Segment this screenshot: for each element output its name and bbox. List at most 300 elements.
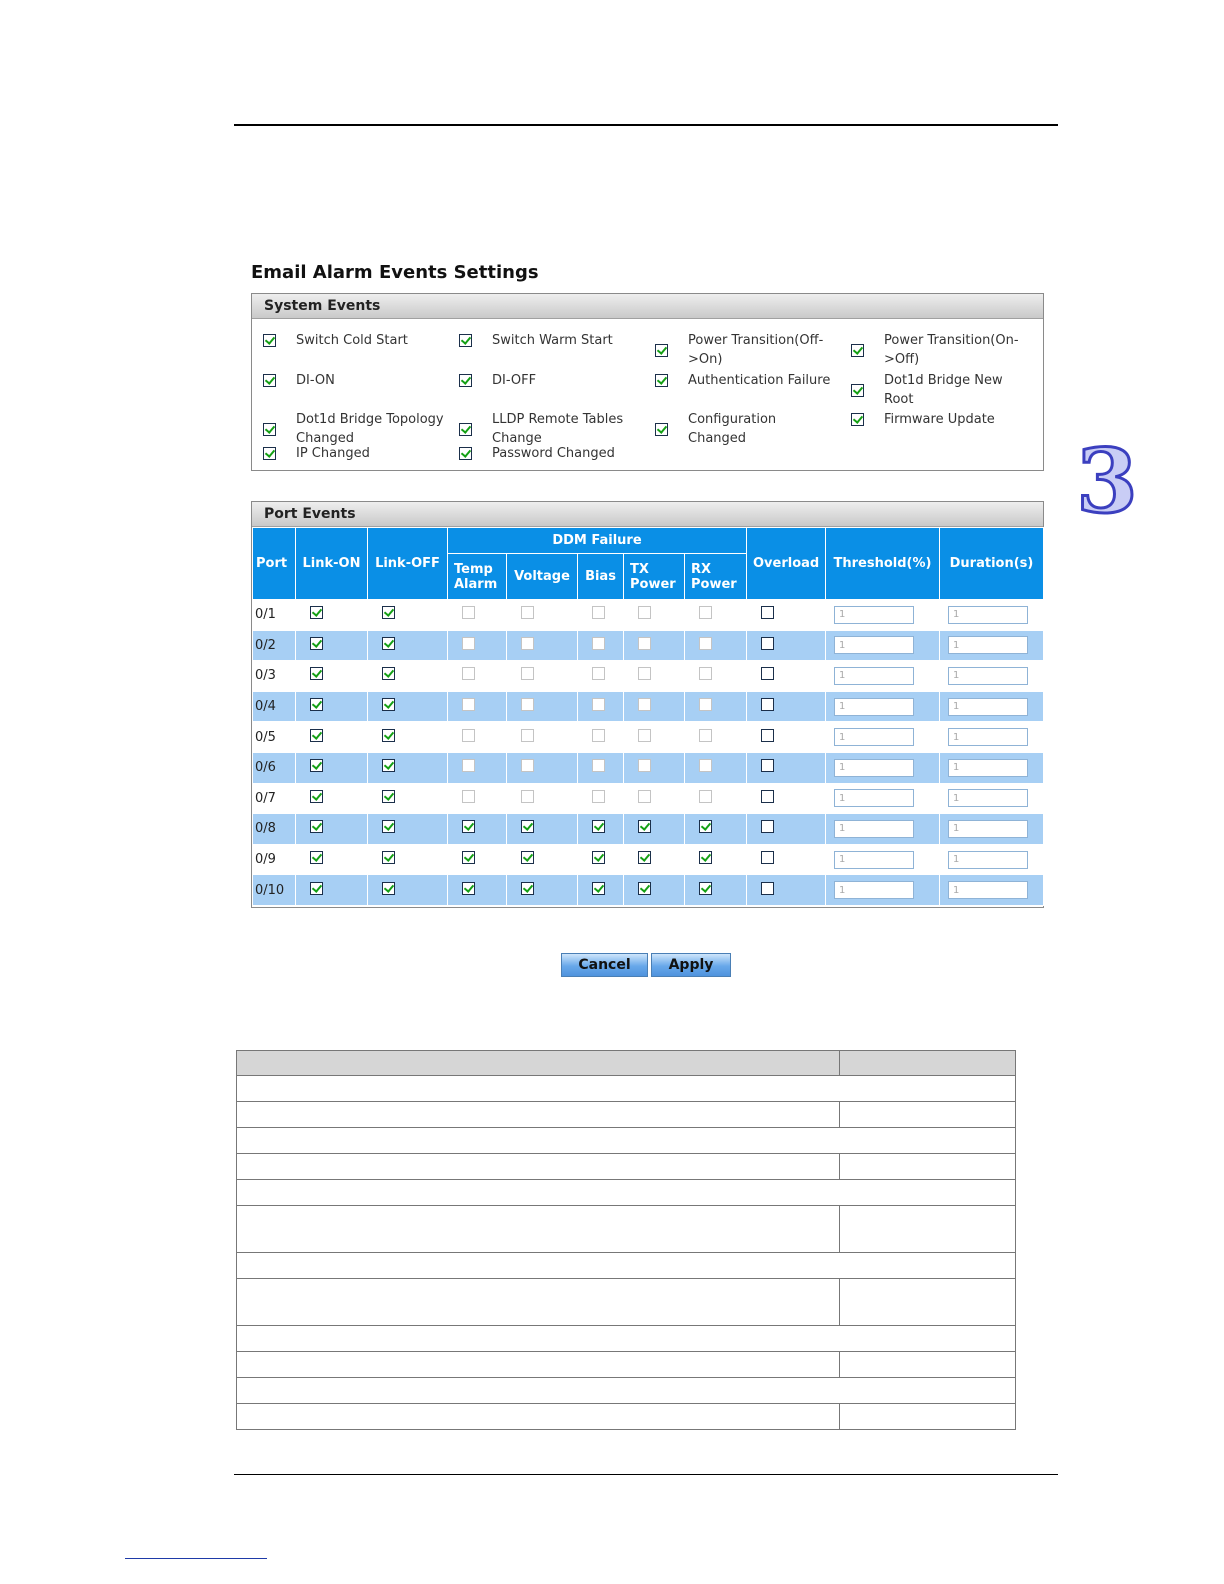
rx-power-checkbox [699,698,712,711]
system-event-item [459,444,642,463]
system-event-label: Configuration Changed [688,412,777,446]
link-on-cell [296,752,368,783]
temp-alarm-cell [448,875,507,906]
overload-cell [747,814,826,845]
link-on-checkbox[interactable] [310,882,323,895]
link-on-cell [296,783,368,814]
cancel-button[interactable]: Cancel [561,953,648,977]
duration-input[interactable] [948,606,1028,624]
system-event-checkbox[interactable] [459,423,472,436]
duration-input[interactable] [948,759,1028,777]
chapter-number-badge [1076,429,1138,533]
overload-cell [747,630,826,661]
voltage-cell [507,844,578,875]
voltage-checkbox [521,729,534,742]
system-event-checkbox[interactable] [459,374,472,387]
table-row [253,600,1044,631]
voltage-checkbox[interactable] [521,882,534,895]
voltage-cell [507,814,578,845]
footer-rule [234,1474,1058,1475]
voltage-checkbox [521,759,534,772]
col-ddm-failure: DDM Failure [448,528,747,554]
tx-power-cell [624,844,685,875]
link-on-checkbox[interactable] [310,667,323,680]
threshold-cell [826,600,940,631]
voltage-checkbox[interactable] [521,820,534,833]
duration-cell [940,844,1044,875]
tx-power-checkbox [638,637,651,650]
link-on-cell [296,844,368,875]
threshold-input[interactable] [834,728,914,746]
system-event-label: Dot1d Bridge Topology Changed [296,412,444,446]
bias-checkbox [592,698,605,711]
duration-cell [940,752,1044,783]
link-off-checkbox[interactable] [382,882,395,895]
bias-cell [578,691,624,722]
table-row [237,1180,1016,1206]
port-id: 0/2 [253,630,296,661]
tx-power-checkbox [638,759,651,772]
voltage-cell [507,752,578,783]
temp-alarm-cell [448,691,507,722]
threshold-cell [826,783,940,814]
link-on-checkbox[interactable] [310,759,323,772]
col-voltage: Voltage [507,554,578,600]
threshold-input[interactable] [834,881,914,899]
threshold-input[interactable] [834,789,914,807]
voltage-cell [507,600,578,631]
form-buttons [561,953,731,977]
voltage-cell [507,661,578,692]
duration-input[interactable] [948,881,1028,899]
temp-alarm-checkbox[interactable] [462,820,475,833]
port-id: 0/3 [253,661,296,692]
overload-checkbox[interactable] [761,882,774,895]
table-row [253,630,1044,661]
duration-cell [940,722,1044,753]
voltage-cell [507,875,578,906]
tx-power-checkbox [638,790,651,803]
duration-cell [940,875,1044,906]
threshold-input[interactable] [834,636,914,654]
link-off-checkbox[interactable] [382,729,395,742]
system-event-label: Switch Warm Start [492,333,613,348]
bias-checkbox[interactable] [592,882,605,895]
table-row [253,722,1044,753]
tx-power-checkbox[interactable] [638,851,651,864]
overload-checkbox[interactable] [761,637,774,650]
system-event-label: LLDP Remote Tables Change [492,412,624,446]
temp-alarm-cell [448,630,507,661]
col-rx-power: RX Power [685,554,747,600]
system-event-checkbox[interactable] [655,374,668,387]
system-event-label: Password Changed [492,446,615,461]
threshold-cell [826,844,940,875]
voltage-cell [507,630,578,661]
system-event-checkbox[interactable] [655,423,668,436]
voltage-cell [507,691,578,722]
link-off-cell [368,691,448,722]
system-event-label: Power Transition(On->Off) [884,333,1019,367]
bias-checkbox [592,759,605,772]
threshold-cell [826,661,940,692]
voltage-checkbox [521,606,534,619]
bias-checkbox [592,667,605,680]
bias-cell [578,752,624,783]
port-events-panel [251,501,1044,908]
threshold-cell [826,630,940,661]
port-events-table [252,527,1044,906]
rx-power-checkbox [699,606,712,619]
apply-button[interactable]: Apply [651,953,731,977]
tx-power-checkbox[interactable] [638,882,651,895]
col-temp-alarm: Temp Alarm [448,554,507,600]
link-off-cell [368,875,448,906]
tx-power-cell [624,691,685,722]
rx-power-cell [685,814,747,845]
temp-alarm-cell [448,600,507,631]
table-row [237,1404,1016,1430]
rx-power-cell [685,752,747,783]
duration-input[interactable] [948,698,1028,716]
temp-alarm-checkbox [462,698,475,711]
tx-power-cell [624,814,685,845]
duration-input[interactable] [948,820,1028,838]
tx-power-cell [624,661,685,692]
tx-power-cell [624,722,685,753]
table-row [253,875,1044,906]
system-event-label: DI-ON [296,373,335,388]
col-overload: Overload [747,528,826,600]
tx-power-checkbox [638,667,651,680]
col-bias: Bias [578,554,624,600]
link-off-cell [368,600,448,631]
col-threshold: Threshold(%) [826,528,940,600]
bias-cell [578,661,624,692]
table-row [237,1352,1016,1378]
header-rule [234,124,1058,126]
tx-power-checkbox [638,729,651,742]
col-port: Port [253,528,296,600]
system-event-label: Firmware Update [884,412,995,427]
system-event-item [263,371,446,390]
link-on-checkbox[interactable] [310,790,323,803]
tx-power-checkbox [638,606,651,619]
overload-checkbox[interactable] [761,698,774,711]
rx-power-cell [685,783,747,814]
temp-alarm-cell [448,814,507,845]
threshold-input[interactable] [834,606,914,624]
table-row [237,1253,1016,1279]
link-off-cell [368,661,448,692]
system-event-label: Power Transition(Off->On) [688,333,824,367]
temp-alarm-cell [448,844,507,875]
table-row [237,1051,1016,1076]
table-row [253,783,1044,814]
bias-checkbox [592,606,605,619]
voltage-checkbox [521,698,534,711]
link-on-cell [296,814,368,845]
system-event-checkbox[interactable] [851,413,864,426]
duration-input[interactable] [948,789,1028,807]
overload-checkbox[interactable] [761,729,774,742]
link-on-cell [296,600,368,631]
temp-alarm-checkbox [462,606,475,619]
system-event-item [459,371,642,390]
link-on-checkbox[interactable] [310,637,323,650]
port-id: 0/10 [253,875,296,906]
link-off-checkbox[interactable] [382,820,395,833]
link-on-cell [296,875,368,906]
overload-checkbox[interactable] [761,820,774,833]
description-table [236,1050,1016,1430]
link-off-checkbox[interactable] [382,759,395,772]
threshold-input[interactable] [834,667,914,685]
threshold-cell [826,814,940,845]
link-on-checkbox[interactable] [310,698,323,711]
temp-alarm-checkbox [462,667,475,680]
overload-checkbox[interactable] [761,759,774,772]
system-event-item [459,410,642,448]
bias-checkbox [592,729,605,742]
tx-power-cell [624,630,685,661]
port-id: 0/1 [253,600,296,631]
rx-power-cell [685,875,747,906]
overload-cell [747,783,826,814]
chapter-number: 3 [1076,429,1138,533]
bias-checkbox [592,790,605,803]
tx-power-cell [624,752,685,783]
duration-input[interactable] [948,728,1028,746]
threshold-input[interactable] [834,851,914,869]
table-row [237,1128,1016,1154]
duration-cell [940,783,1044,814]
system-events-panel [251,293,1044,471]
link-off-checkbox[interactable] [382,790,395,803]
bias-cell [578,600,624,631]
tx-power-checkbox[interactable] [638,820,651,833]
system-event-item [263,410,446,448]
bias-cell [578,722,624,753]
temp-alarm-checkbox [462,729,475,742]
threshold-cell [826,691,940,722]
table-row [237,1076,1016,1102]
rx-power-checkbox[interactable] [699,882,712,895]
table-row [237,1102,1016,1128]
tx-power-checkbox [638,698,651,711]
table-row [237,1326,1016,1352]
overload-cell [747,752,826,783]
bias-cell [578,630,624,661]
bias-checkbox[interactable] [592,851,605,864]
threshold-input[interactable] [834,698,914,716]
system-event-checkbox[interactable] [655,344,668,357]
threshold-cell [826,722,940,753]
system-event-label: Dot1d Bridge New Root [884,373,1003,407]
rx-power-checkbox [699,637,712,650]
overload-cell [747,844,826,875]
system-event-label: DI-OFF [492,373,537,388]
threshold-cell [826,875,940,906]
system-event-checkbox[interactable] [459,334,472,347]
col-link-on: Link-ON [296,528,368,600]
overload-checkbox[interactable] [761,606,774,619]
link-on-checkbox[interactable] [310,606,323,619]
voltage-checkbox [521,790,534,803]
bias-cell [578,844,624,875]
threshold-input[interactable] [834,820,914,838]
system-event-label: Switch Cold Start [296,333,408,348]
bias-checkbox[interactable] [592,820,605,833]
duration-cell [940,600,1044,631]
system-event-checkbox[interactable] [851,344,864,357]
table-row [253,814,1044,845]
temp-alarm-checkbox [462,759,475,772]
temp-alarm-checkbox [462,790,475,803]
table-row [253,691,1044,722]
duration-cell [940,691,1044,722]
rx-power-checkbox [699,790,712,803]
port-events-header: Port Events [252,502,1043,527]
bias-checkbox [592,637,605,650]
rx-power-cell [685,630,747,661]
bias-cell [578,814,624,845]
temp-alarm-checkbox[interactable] [462,851,475,864]
link-on-cell [296,630,368,661]
overload-checkbox[interactable] [761,790,774,803]
system-event-item [459,331,642,350]
link-off-checkbox[interactable] [382,698,395,711]
rx-power-cell [685,722,747,753]
rx-power-cell [685,600,747,631]
system-event-checkbox[interactable] [851,384,864,397]
bias-cell [578,875,624,906]
rx-power-checkbox [699,729,712,742]
duration-cell [940,661,1044,692]
system-event-checkbox[interactable] [459,447,472,460]
temp-alarm-cell [448,752,507,783]
rx-power-cell [685,661,747,692]
port-id: 0/5 [253,722,296,753]
port-id: 0/8 [253,814,296,845]
table-row [237,1378,1016,1404]
port-id: 0/9 [253,844,296,875]
temp-alarm-checkbox[interactable] [462,882,475,895]
system-event-label: Authentication Failure [688,373,831,388]
port-id: 0/6 [253,752,296,783]
system-event-checkbox[interactable] [263,423,276,436]
system-event-label: IP Changed [296,446,370,461]
footer-link-underline [125,1558,267,1559]
table-row [253,661,1044,692]
port-id: 0/7 [253,783,296,814]
rx-power-checkbox[interactable] [699,851,712,864]
duration-cell [940,814,1044,845]
table-row [237,1279,1016,1326]
tx-power-cell [624,600,685,631]
duration-input[interactable] [948,636,1028,654]
rx-power-checkbox [699,667,712,680]
system-events-header: System Events [252,294,1043,319]
system-event-checkbox[interactable] [263,374,276,387]
system-event-item [851,371,1034,409]
temp-alarm-cell [448,783,507,814]
link-on-cell [296,661,368,692]
system-event-item [263,331,446,350]
overload-cell [747,691,826,722]
system-event-checkbox[interactable] [263,334,276,347]
overload-checkbox[interactable] [761,667,774,680]
link-on-checkbox[interactable] [310,729,323,742]
overload-cell [747,600,826,631]
voltage-checkbox [521,667,534,680]
link-off-cell [368,752,448,783]
rx-power-cell [685,691,747,722]
link-on-checkbox[interactable] [310,820,323,833]
voltage-checkbox[interactable] [521,851,534,864]
table-row [253,752,1044,783]
bias-cell [578,783,624,814]
link-off-cell [368,630,448,661]
table-row [253,844,1044,875]
overload-cell [747,722,826,753]
link-off-checkbox[interactable] [382,606,395,619]
rx-power-cell [685,844,747,875]
link-on-cell [296,691,368,722]
rx-power-checkbox[interactable] [699,820,712,833]
col-duration: Duration(s) [940,528,1044,600]
link-off-checkbox[interactable] [382,667,395,680]
threshold-cell [826,752,940,783]
tx-power-cell [624,783,685,814]
link-on-cell [296,722,368,753]
rx-power-checkbox [699,759,712,772]
system-event-item [851,410,1034,429]
link-off-cell [368,722,448,753]
system-event-checkbox[interactable] [263,447,276,460]
col-tx-power: TX Power [624,554,685,600]
system-event-item [263,444,446,463]
temp-alarm-checkbox [462,637,475,650]
system-event-item [655,331,838,369]
link-off-checkbox[interactable] [382,637,395,650]
overload-checkbox[interactable] [761,851,774,864]
system-event-item [851,331,1034,369]
temp-alarm-cell [448,661,507,692]
overload-cell [747,661,826,692]
link-off-checkbox[interactable] [382,851,395,864]
threshold-input[interactable] [834,759,914,777]
table-row [237,1206,1016,1253]
voltage-cell [507,783,578,814]
temp-alarm-cell [448,722,507,753]
port-id: 0/4 [253,691,296,722]
system-event-item [655,410,838,448]
link-on-checkbox[interactable] [310,851,323,864]
link-off-cell [368,844,448,875]
duration-input[interactable] [948,667,1028,685]
col-link-off: Link-OFF [368,528,448,600]
form-title: Email Alarm Events Settings [251,262,539,283]
overload-cell [747,875,826,906]
duration-input[interactable] [948,851,1028,869]
link-off-cell [368,783,448,814]
table-row [237,1154,1016,1180]
link-off-cell [368,814,448,845]
duration-cell [940,630,1044,661]
voltage-checkbox [521,637,534,650]
system-event-item [655,371,838,390]
